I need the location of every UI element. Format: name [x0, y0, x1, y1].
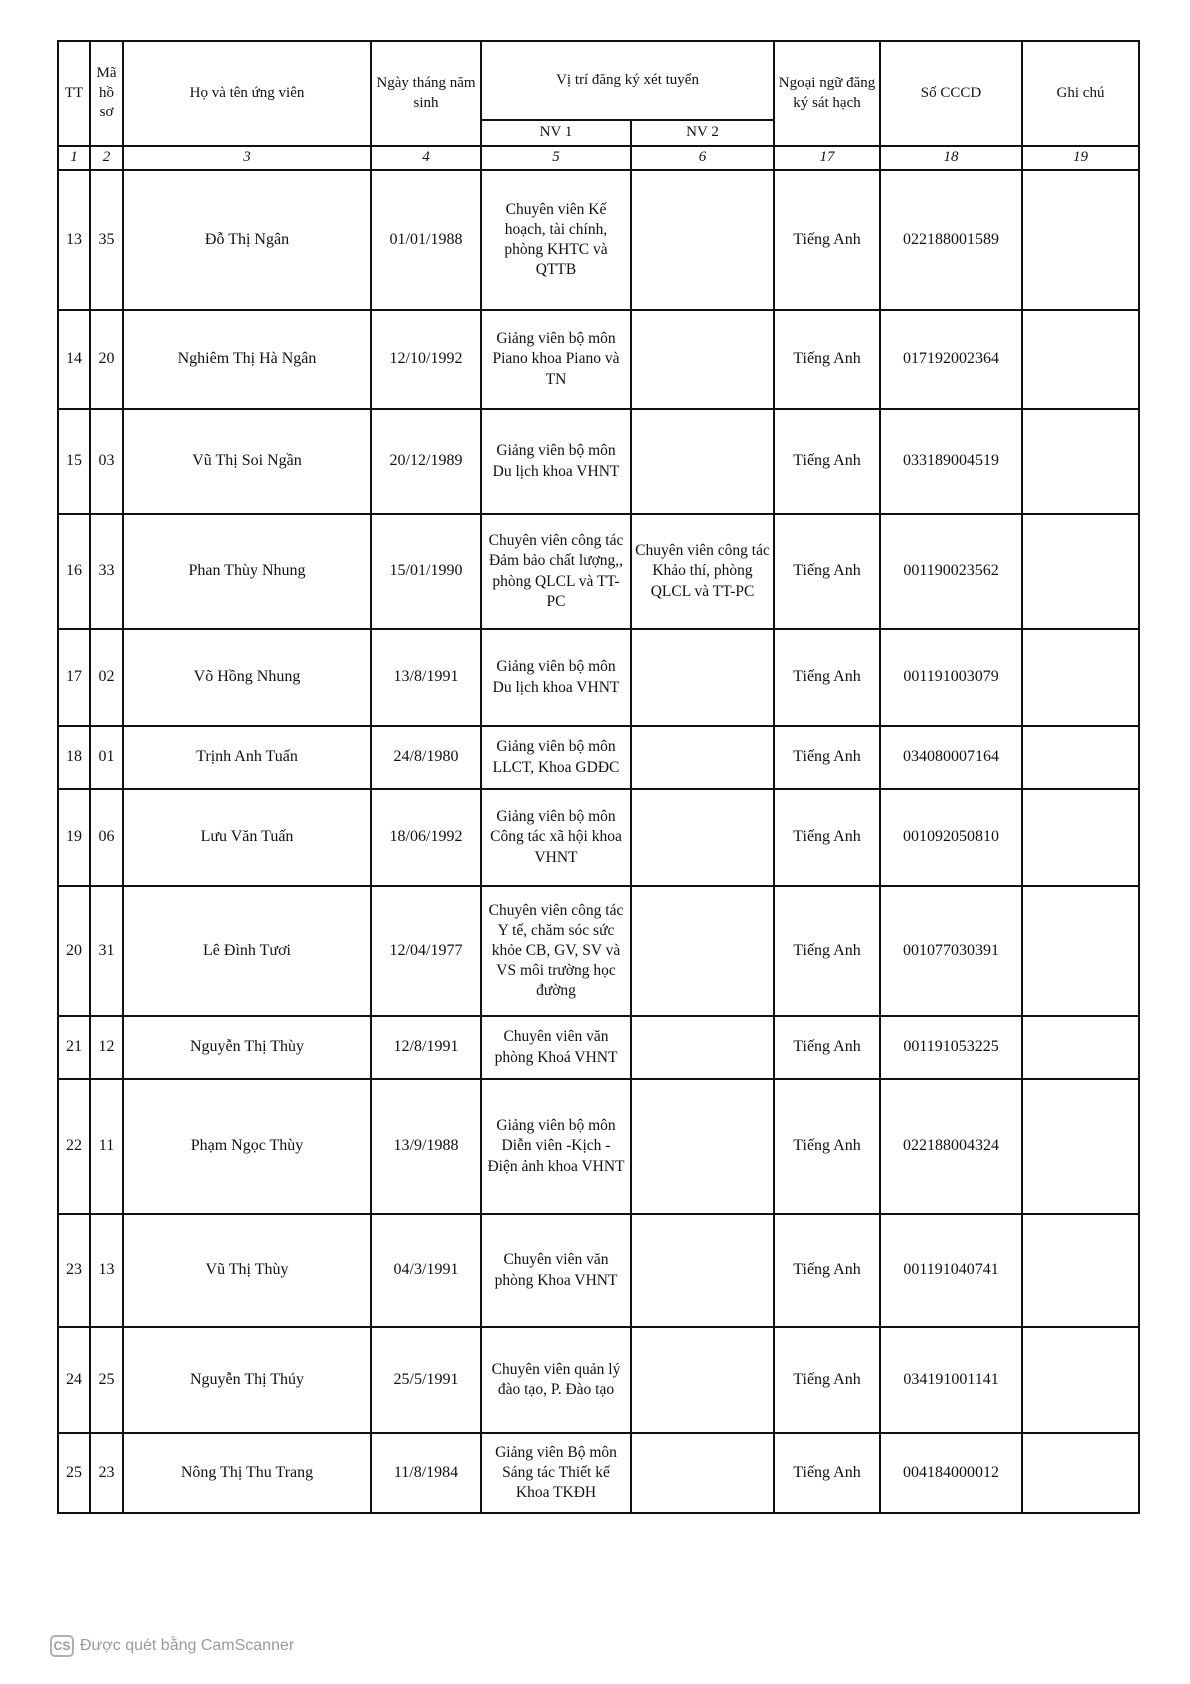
row-ma-ho-so: 20 [90, 310, 123, 409]
row-tt: 23 [58, 1214, 90, 1327]
row-nv2 [631, 1214, 774, 1327]
row-nv2 [631, 310, 774, 409]
row-ho-ten: Vũ Thị Thùy [123, 1214, 371, 1327]
row-ho-ten: Võ Hồng Nhung [123, 629, 371, 726]
col-number: 5 [481, 146, 631, 170]
row-cccd: 001191053225 [880, 1016, 1022, 1079]
row-ma-ho-so: 02 [90, 629, 123, 726]
row-ngay-sinh: 13/9/1988 [371, 1079, 481, 1214]
row-ngay-sinh: 11/8/1984 [371, 1433, 481, 1513]
camscanner-logo-icon: CS [50, 1635, 74, 1657]
row-ngoai-ngu: Tiếng Anh [774, 629, 880, 726]
row-ghi-chu [1022, 1079, 1139, 1214]
row-ho-ten: Nguyễn Thị Thùy [123, 1016, 371, 1079]
header-tt: TT [58, 41, 90, 146]
row-ngoai-ngu: Tiếng Anh [774, 726, 880, 789]
row-ngoai-ngu: Tiếng Anh [774, 1016, 880, 1079]
row-tt: 22 [58, 1079, 90, 1214]
row-ngoai-ngu: Tiếng Anh [774, 886, 880, 1016]
row-nv1: Chuyên viên Kế hoạch, tài chính, phòng KHTC và QTTB [481, 170, 631, 310]
table-row [58, 886, 1139, 1016]
row-ngay-sinh: 12/10/1992 [371, 310, 481, 409]
row-ma-ho-so: 25 [90, 1327, 123, 1433]
row-ngay-sinh: 12/04/1977 [371, 886, 481, 1016]
row-nv2 [631, 789, 774, 886]
candidate-table [57, 40, 1140, 1514]
header-vi-tri: Vị trí đăng ký xét tuyển [481, 41, 774, 120]
row-nv1: Chuyên viên công tác Đảm bảo chất lượng,, phòng QLCL và TT- PC [481, 514, 631, 629]
row-ngoai-ngu: Tiếng Anh [774, 789, 880, 886]
table-row [58, 1214, 1139, 1327]
row-ho-ten: Nguyễn Thị Thúy [123, 1327, 371, 1433]
row-nv1: Giảng viên Bộ môn Sáng tác Thiết kế Khoa TKĐH [481, 1433, 631, 1513]
row-cccd: 004184000012 [880, 1433, 1022, 1513]
row-cccd: 001092050810 [880, 789, 1022, 886]
row-ngay-sinh: 20/12/1989 [371, 409, 481, 514]
row-nv2 [631, 629, 774, 726]
row-tt: 20 [58, 886, 90, 1016]
row-cccd: 022188004324 [880, 1079, 1022, 1214]
col-number: 6 [631, 146, 774, 170]
row-ghi-chu [1022, 629, 1139, 726]
row-ghi-chu [1022, 409, 1139, 514]
row-cccd: 034080007164 [880, 726, 1022, 789]
row-ghi-chu [1022, 1327, 1139, 1433]
table-row [58, 170, 1139, 310]
row-ho-ten: Nông Thị Thu Trang [123, 1433, 371, 1513]
row-ngay-sinh: 18/06/1992 [371, 789, 481, 886]
header-nv2: NV 2 [631, 120, 774, 146]
row-ngoai-ngu: Tiếng Anh [774, 514, 880, 629]
row-ma-ho-so: 11 [90, 1079, 123, 1214]
row-ghi-chu [1022, 726, 1139, 789]
row-ghi-chu [1022, 170, 1139, 310]
header-ngay-sinh: Ngày tháng năm sinh [371, 41, 481, 146]
row-ma-ho-so: 33 [90, 514, 123, 629]
table-row [58, 726, 1139, 789]
row-nv2 [631, 886, 774, 1016]
table-row [58, 1433, 1139, 1513]
row-ho-ten: Lê Đình Tươi [123, 886, 371, 1016]
row-ma-ho-so: 13 [90, 1214, 123, 1327]
row-ngoai-ngu: Tiếng Anh [774, 1433, 880, 1513]
row-ngoai-ngu: Tiếng Anh [774, 310, 880, 409]
row-nv1: Giảng viên bộ môn LLCT, Khoa GDĐC [481, 726, 631, 789]
row-ghi-chu [1022, 1214, 1139, 1327]
table-body [58, 170, 1139, 1513]
row-tt: 17 [58, 629, 90, 726]
row-ho-ten: Vũ Thị Soi Ngần [123, 409, 371, 514]
row-ho-ten: Lưu Văn Tuấn [123, 789, 371, 886]
row-tt: 15 [58, 409, 90, 514]
row-cccd: 001191040741 [880, 1214, 1022, 1327]
header-ngoai-ngu: Ngoại ngữ đăng ký sát hạch [774, 41, 880, 146]
row-ngay-sinh: 13/8/1991 [371, 629, 481, 726]
row-tt: 19 [58, 789, 90, 886]
col-number: 17 [774, 146, 880, 170]
row-ngoai-ngu: Tiếng Anh [774, 409, 880, 514]
row-ma-ho-so: 06 [90, 789, 123, 886]
row-nv1: Chuyên viên văn phòng Khoá VHNT [481, 1016, 631, 1079]
row-nv1: Giảng viên bộ môn Diễn viên -Kịch - Điện ảnh khoa VHNT [481, 1079, 631, 1214]
table-row [58, 1016, 1139, 1079]
row-ghi-chu [1022, 1433, 1139, 1513]
row-tt: 16 [58, 514, 90, 629]
camscanner-text: Được quét bằng CamScanner [80, 1637, 295, 1654]
row-cccd: 017192002364 [880, 310, 1022, 409]
table-row [58, 789, 1139, 886]
col-number: 18 [880, 146, 1022, 170]
row-ngoai-ngu: Tiếng Anh [774, 1214, 880, 1327]
col-number: 4 [371, 146, 481, 170]
row-ma-ho-so: 31 [90, 886, 123, 1016]
row-ho-ten: Phạm Ngọc Thùy [123, 1079, 371, 1214]
row-tt: 14 [58, 310, 90, 409]
row-tt: 24 [58, 1327, 90, 1433]
header-ma-ho-so: Mã hồ sơ [90, 41, 123, 146]
row-nv1: Giảng viên bộ môn Du lịch khoa VHNT [481, 629, 631, 726]
row-tt: 18 [58, 726, 90, 789]
row-cccd: 033189004519 [880, 409, 1022, 514]
row-tt: 13 [58, 170, 90, 310]
header-nv1: NV 1 [481, 120, 631, 146]
row-ho-ten: Đỗ Thị Ngân [123, 170, 371, 310]
row-nv1: Chuyên viên công tác Y tế, chăm sóc sức khỏe CB, GV, SV và VS môi trường học đường [481, 886, 631, 1016]
row-ho-ten: Trịnh Anh Tuấn [123, 726, 371, 789]
row-ngay-sinh: 01/01/1988 [371, 170, 481, 310]
row-nv1: Giảng viên bộ môn Piano khoa Piano và TN [481, 310, 631, 409]
table-row [58, 514, 1139, 629]
row-nv1: Chuyên viên quản lý đào tạo, P. Đào tạo [481, 1327, 631, 1433]
col-number: 19 [1022, 146, 1139, 170]
header-ghi-chu: Ghi chú [1022, 41, 1139, 146]
table-row [58, 629, 1139, 726]
row-ngay-sinh: 25/5/1991 [371, 1327, 481, 1433]
row-nv2 [631, 1327, 774, 1433]
header-ho-ten: Họ và tên ứng viên [123, 41, 371, 146]
row-ngay-sinh: 24/8/1980 [371, 726, 481, 789]
row-ma-ho-so: 03 [90, 409, 123, 514]
row-ma-ho-so: 01 [90, 726, 123, 789]
table-row [58, 1327, 1139, 1433]
row-ngoai-ngu: Tiếng Anh [774, 1327, 880, 1433]
row-nv2 [631, 409, 774, 514]
row-nv2 [631, 726, 774, 789]
row-cccd: 001190023562 [880, 514, 1022, 629]
row-ghi-chu [1022, 886, 1139, 1016]
col-number: 3 [123, 146, 371, 170]
table-row [58, 310, 1139, 409]
row-cccd: 034191001141 [880, 1327, 1022, 1433]
header-cccd: Số CCCD [880, 41, 1022, 146]
col-number: 2 [90, 146, 123, 170]
row-ngoai-ngu: Tiếng Anh [774, 170, 880, 310]
row-ghi-chu [1022, 310, 1139, 409]
row-nv2 [631, 1433, 774, 1513]
row-nv1: Giảng viên bộ môn Du lịch khoa VHNT [481, 409, 631, 514]
row-ma-ho-so: 35 [90, 170, 123, 310]
row-ngay-sinh: 12/8/1991 [371, 1016, 481, 1079]
row-ma-ho-so: 23 [90, 1433, 123, 1513]
row-ghi-chu [1022, 1016, 1139, 1079]
row-ngoai-ngu: Tiếng Anh [774, 1079, 880, 1214]
row-cccd: 001077030391 [880, 886, 1022, 1016]
row-nv2 [631, 170, 774, 310]
row-cccd: 022188001589 [880, 170, 1022, 310]
row-cccd: 001191003079 [880, 629, 1022, 726]
row-ngay-sinh: 04/3/1991 [371, 1214, 481, 1327]
row-ma-ho-so: 12 [90, 1016, 123, 1079]
row-tt: 25 [58, 1433, 90, 1513]
camscanner-footer [50, 1632, 294, 1660]
table-row [58, 1079, 1139, 1214]
row-nv2 [631, 1079, 774, 1214]
row-nv1: Giảng viên bộ môn Công tác xã hội khoa VHNT [481, 789, 631, 886]
row-ghi-chu [1022, 789, 1139, 886]
row-ngay-sinh: 15/01/1990 [371, 514, 481, 629]
row-ghi-chu [1022, 514, 1139, 629]
row-nv2: Chuyên viên công tác Khảo thí, phòng QLCL và TT-PC [631, 514, 774, 629]
row-ho-ten: Nghiêm Thị Hà Ngân [123, 310, 371, 409]
row-tt: 21 [58, 1016, 90, 1079]
col-number: 1 [58, 146, 90, 170]
row-nv1: Chuyên viên văn phòng Khoa VHNT [481, 1214, 631, 1327]
table-row [58, 409, 1139, 514]
row-ho-ten: Phan Thùy Nhung [123, 514, 371, 629]
row-nv2 [631, 1016, 774, 1079]
